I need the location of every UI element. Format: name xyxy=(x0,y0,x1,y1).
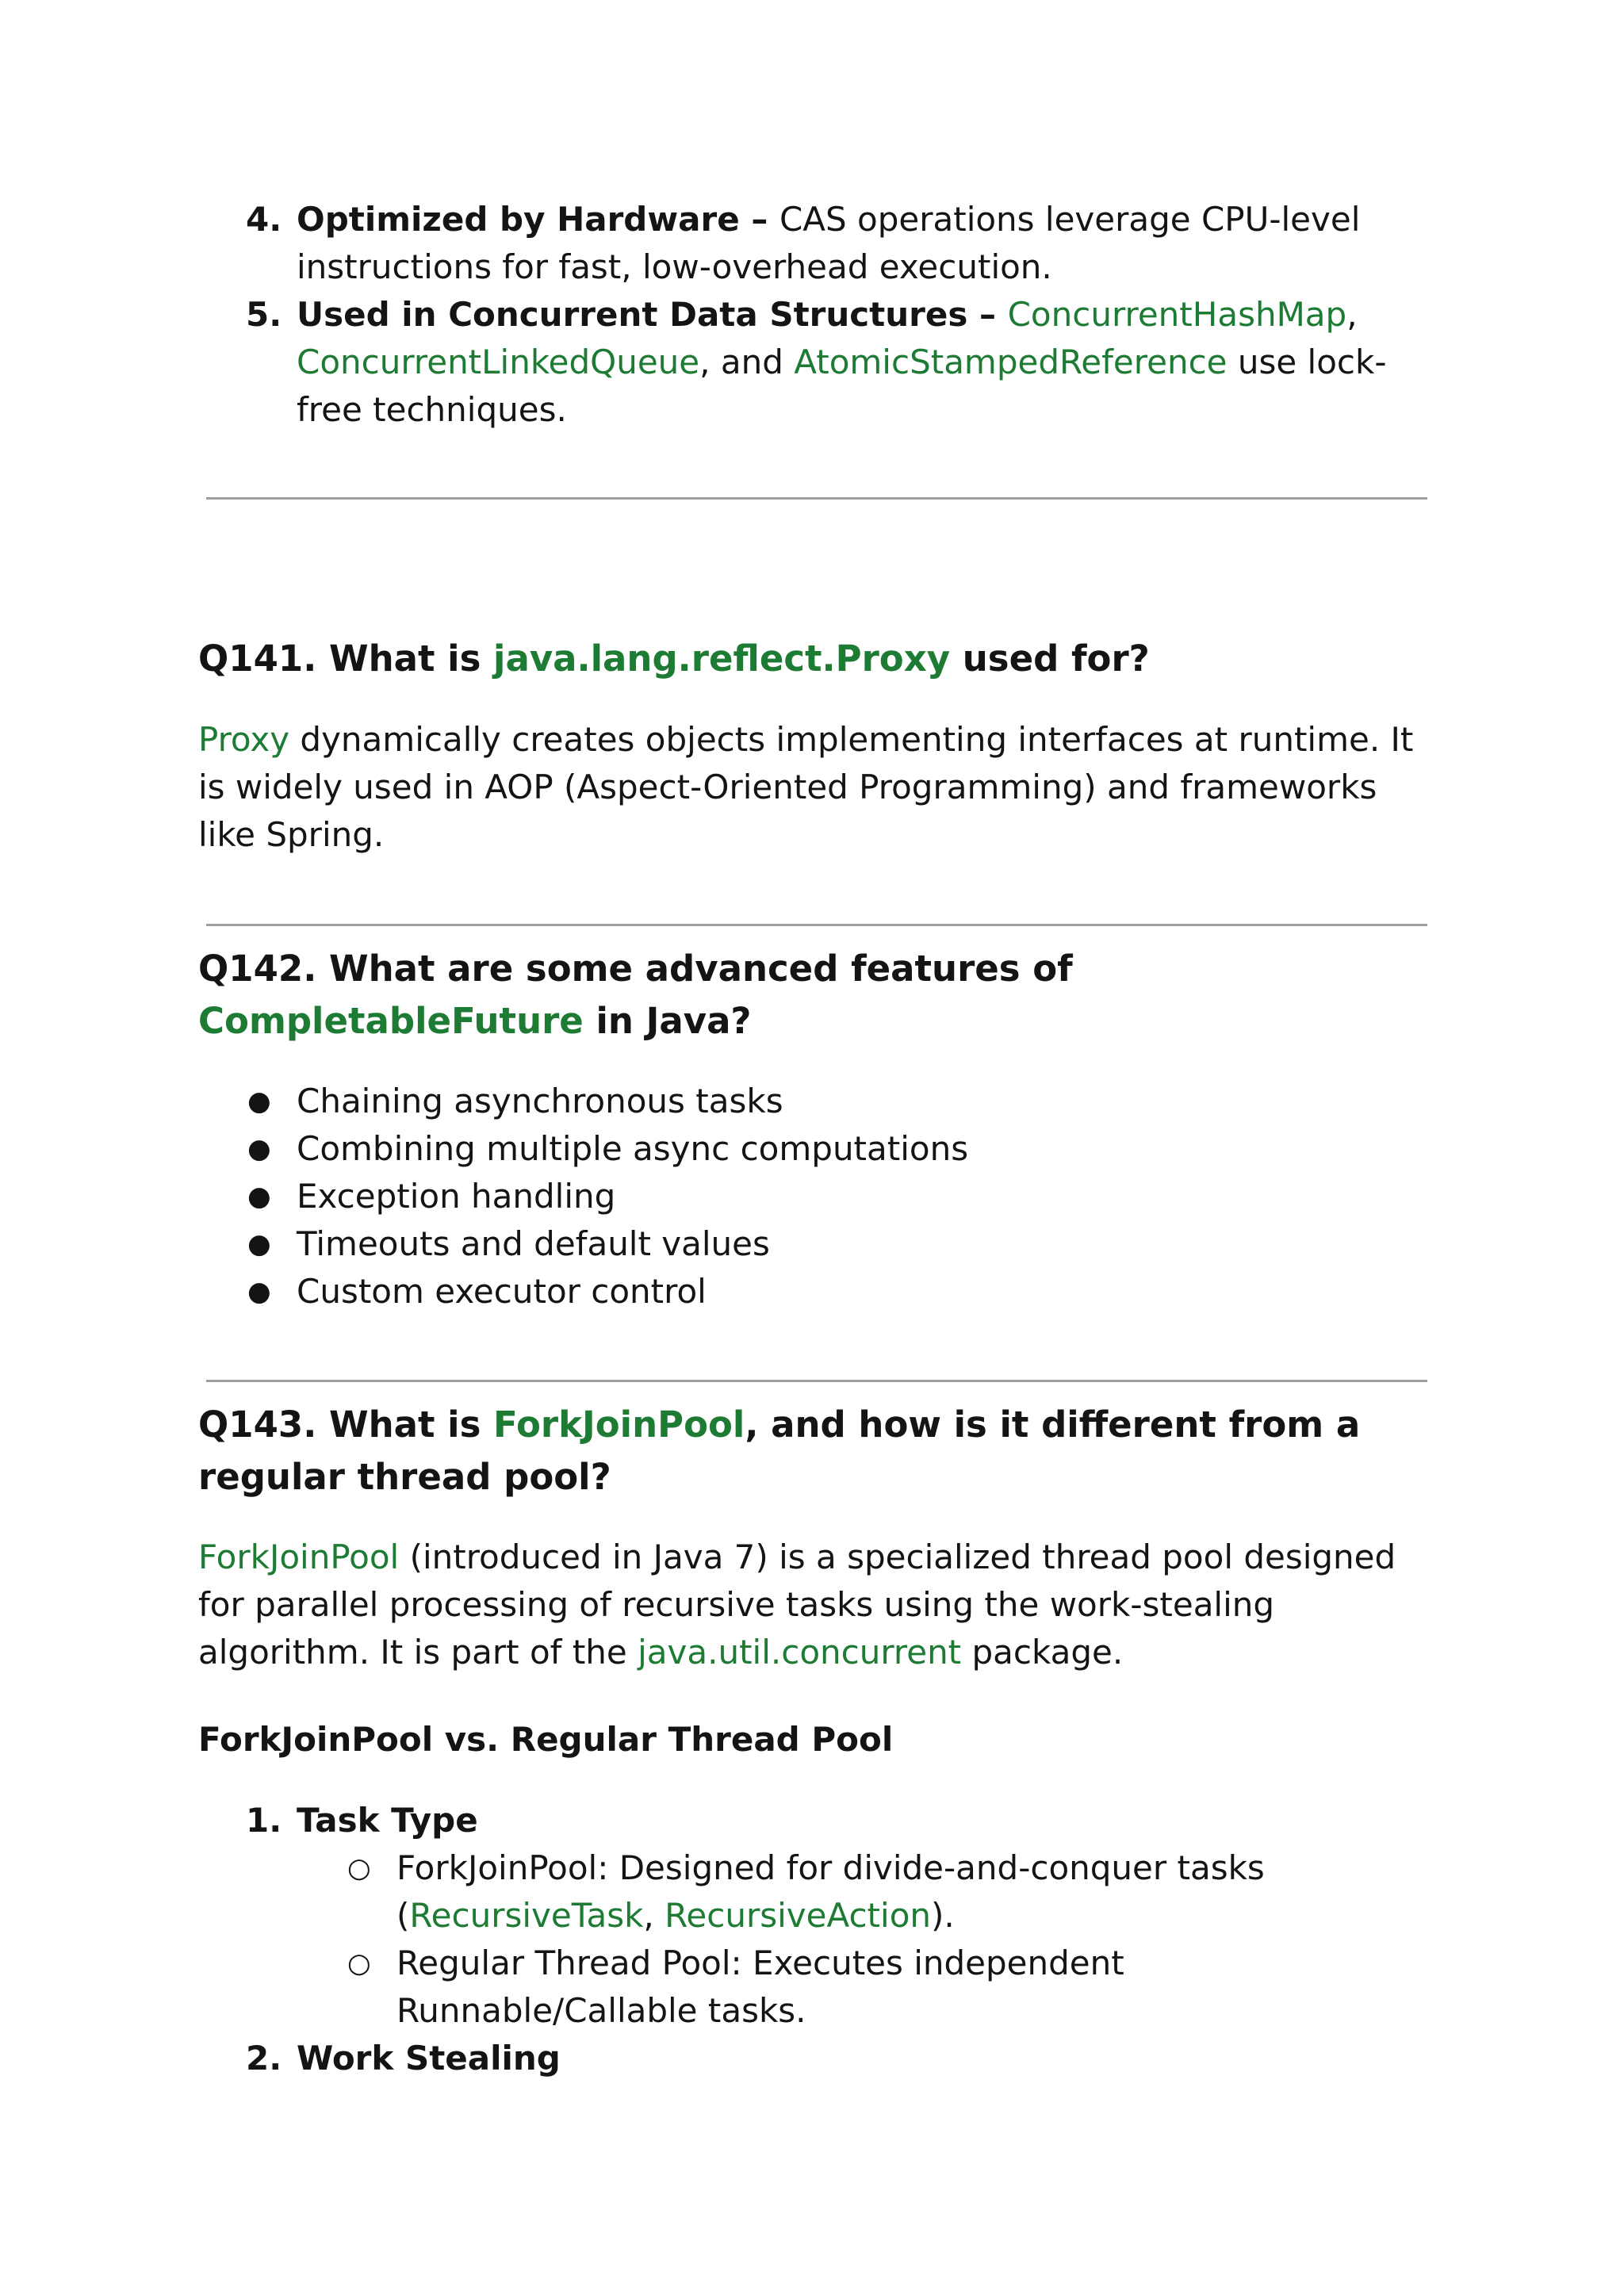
list-item xyxy=(198,196,1427,291)
list-item xyxy=(198,291,1427,434)
code-term: ConcurrentLinkedQueue xyxy=(297,343,700,381)
code-term: AtomicStampedReference xyxy=(794,343,1228,381)
code-term: ConcurrentHashMap xyxy=(1007,295,1347,334)
bullet-icon: ● xyxy=(247,1228,271,1260)
subheading: ForkJoinPool vs. Regular Thread Pool xyxy=(198,1720,894,1759)
top-numbered-list xyxy=(198,196,1427,434)
heading-text: in Java? xyxy=(583,1000,752,1042)
heading-text: used for? xyxy=(950,638,1150,680)
list-item-text: , xyxy=(643,1896,665,1935)
bullet-icon: ● xyxy=(247,1181,271,1212)
heading-text: Q143. What is xyxy=(198,1404,494,1446)
bullet-icon: ● xyxy=(247,1276,271,1308)
paragraph-text: package. xyxy=(961,1633,1124,1672)
list-item-title: Used in Concurrent Data Structures xyxy=(297,295,968,334)
paragraph-text: (introduced in Java 7) is a specialized thread pool designed for parallel processing of recursive tasks using the work-stealing algorithm. It is part of the xyxy=(198,1538,1396,1672)
list-item-text: ). xyxy=(931,1896,955,1935)
list-number: 4. xyxy=(246,200,282,239)
paragraph-text: dynamically creates objects implementing interfaces at runtime. It is widely used in AOP (Aspect-Oriented Programming) and frameworks like Spring. xyxy=(198,720,1414,854)
heading-text: Q141. What is xyxy=(198,638,494,680)
circle-bullet-icon: ○ xyxy=(347,1852,371,1884)
answer-paragraph-q143 xyxy=(198,1534,1427,1676)
sub-list-item xyxy=(198,1940,1427,2035)
code-term: ForkJoinPool xyxy=(198,1538,400,1576)
list-item-text: Chaining asynchronous tasks xyxy=(297,1082,783,1120)
code-term: Proxy xyxy=(198,720,290,759)
features-bullet-list xyxy=(198,1078,1427,1316)
list-item-title: Work Stealing xyxy=(297,2039,561,2078)
list-item xyxy=(198,1268,1427,1316)
list-item xyxy=(198,1220,1427,1268)
code-term: java.util.concurrent xyxy=(638,1633,962,1672)
heading-text: Q142. What are some advanced features of xyxy=(198,948,1073,990)
sub-list-item xyxy=(198,1844,1427,1940)
bullet-icon: ● xyxy=(247,1133,271,1165)
question-heading-q142 xyxy=(198,943,1427,1047)
code-term: ForkJoinPool xyxy=(493,1404,745,1446)
list-item xyxy=(198,1797,1427,1844)
list-item-separator: – xyxy=(739,200,779,239)
list-item-title: Optimized by Hardware xyxy=(297,200,740,239)
heading-text: , and how is it different from a regular thread pool? xyxy=(198,1404,1361,1498)
list-item-text: , and xyxy=(699,343,795,381)
question-heading-q143 xyxy=(198,1399,1427,1503)
list-number: 5. xyxy=(246,295,282,334)
list-item-separator: – xyxy=(967,295,1008,334)
list-item xyxy=(198,1078,1427,1125)
list-item-text: Timeouts and default values xyxy=(297,1224,770,1263)
circle-bullet-icon: ○ xyxy=(347,1947,371,1979)
list-item-text: use lock-free techniques. xyxy=(297,343,1387,429)
list-item-text: ForkJoinPool: Designed for divide-and-conquer tasks ( xyxy=(396,1848,1265,1935)
list-item-text: Custom executor control xyxy=(297,1272,707,1311)
list-item-text: CAS operations leverage CPU-level instructions for fast, low-overhead execution. xyxy=(297,200,1361,286)
list-item-text: Regular Thread Pool: Executes independent Runnable/Callable tasks. xyxy=(396,1944,1124,2030)
question-heading-q141 xyxy=(198,633,1427,685)
list-item-title: Task Type xyxy=(297,1801,478,1840)
list-item-text: , xyxy=(1346,295,1358,334)
bullet-icon: ● xyxy=(247,1086,271,1117)
horizontal-rule xyxy=(206,924,1427,926)
answer-paragraph-q141 xyxy=(198,716,1427,859)
horizontal-rule xyxy=(206,497,1427,500)
list-item xyxy=(198,1173,1427,1220)
code-term: RecursiveTask xyxy=(409,1896,644,1935)
code-term: CompletableFuture xyxy=(198,1000,584,1042)
comparison-numbered-list xyxy=(198,1797,1427,2082)
code-term: RecursiveAction xyxy=(665,1896,932,1935)
list-number: 1. xyxy=(246,1801,282,1840)
list-item-text: Combining multiple async computations xyxy=(297,1129,969,1168)
code-term: java.lang.reflect.Proxy xyxy=(493,638,951,680)
list-item xyxy=(198,1125,1427,1173)
list-number: 2. xyxy=(246,2039,282,2078)
list-item-text: Exception handling xyxy=(297,1177,616,1216)
list-item xyxy=(198,2035,1427,2082)
horizontal-rule xyxy=(206,1380,1427,1382)
